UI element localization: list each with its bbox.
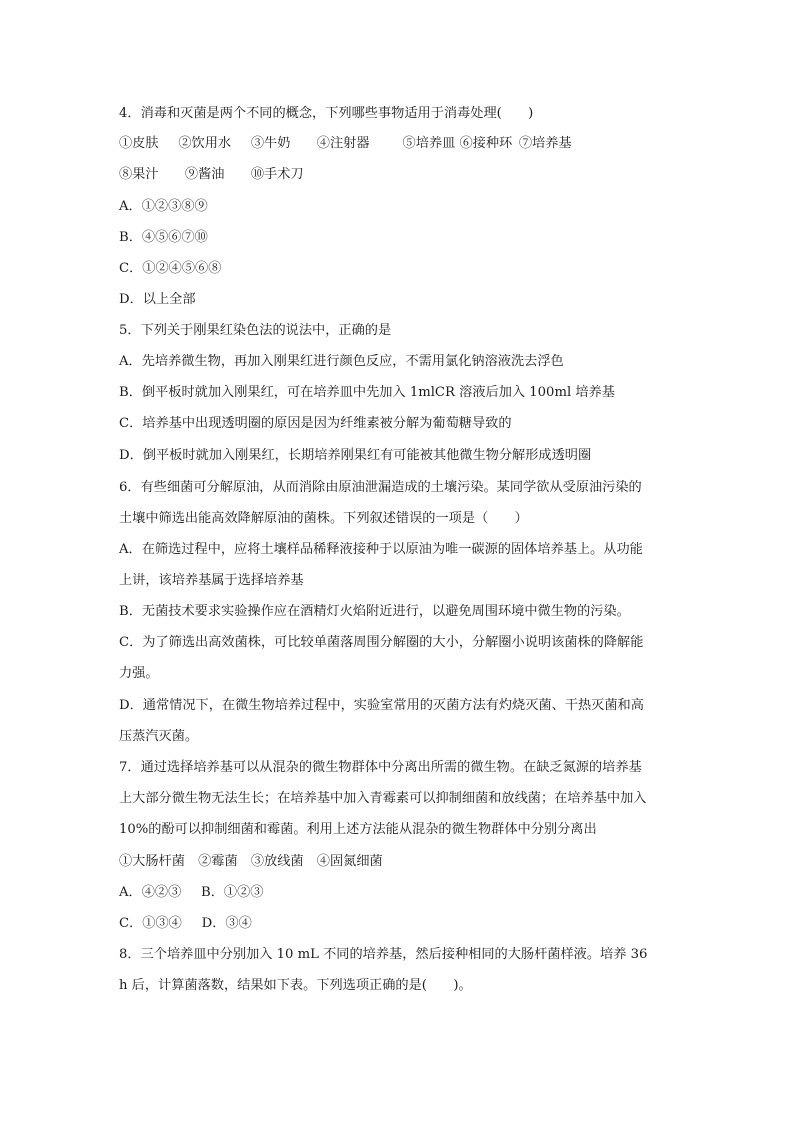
q4-option-a: A．①②③⑧⑨ <box>119 199 208 214</box>
q6-option-c-line1: C．为了筛选出高效菌株，可比较单菌落周围分解圈的大小，分解圈小说明该菌株的降解能 <box>119 635 644 650</box>
q4-items-line2: ⑧果汁 ⑨酱油 ⑩手术刀 <box>119 167 304 182</box>
q6-option-a-line1: A．在筛选过程中，应将土壤样品稀释液接种于以原油为唯一碳源的固体培养基上。从功能 <box>119 542 643 557</box>
q6-option-a-line2: 上讲，该培养基属于选择培养基 <box>119 573 304 588</box>
q7-items: ①大肠杆菌 ②霉菌 ③放线菌 ④固氮细菌 <box>119 854 383 869</box>
q4-stem: 4．消毒和灭菌是两个不同的概念，下列哪些事物适用于消毒处理( ) <box>119 106 534 121</box>
q7-options-line2: C．①③④ D．③④ <box>119 916 252 931</box>
q6-option-b: B．无菌技术要求实验操作应在酒精灯火焰附近进行，以避免周围环境中微生物的污染。 <box>119 604 630 619</box>
q4-option-c: C．①②④⑤⑥⑧ <box>119 261 222 276</box>
q6-stem-line2: 土壤中筛选出能高效降解原油的菌株。下列叙述错误的一项是（ ） <box>119 511 528 526</box>
q5-option-c: C．培养基中出现透明圈的原因是因为纤维素被分解为葡萄糖导致的 <box>119 416 512 431</box>
q6-stem-line1: 6．有些细菌可分解原油，从而消除由原油泄漏造成的土壤污染。某同学欲从受原油污染的 <box>119 480 642 495</box>
q7-stem-line3: 10%的酚可以抑制细菌和霉菌。利用上述方法能从混杂的微生物群体中分别分离出 <box>119 822 597 837</box>
q8-stem-line2: h 后，计算菌落数，结果如下表。下列选项正确的是( )。 <box>119 978 472 993</box>
q7-options-line1: A．④②③ B．①②③ <box>119 885 264 900</box>
q6-option-d-line1: D．通常情况下，在微生物培养过程中，实验室常用的灭菌方法有灼烧灭菌、干热灭菌和高 <box>119 698 644 713</box>
q4-option-d: D．以上全部 <box>119 292 196 307</box>
q7-stem-line2: 上大部分微生物无法生长；在培养基中加入青霉素可以抑制细菌和放线菌；在培养基中加入 <box>119 791 647 806</box>
q4-option-b: B．④⑤⑥⑦⑩ <box>119 230 208 245</box>
q5-option-a: A．先培养微生物，再加入刚果红进行颜色反应，不需用氯化钠溶液洗去浮色 <box>119 354 564 369</box>
q5-option-b: B．倒平板时就加入刚果红，可在培养皿中先加入 1mlCR 溶液后加入 100ml 培养基 <box>119 385 615 400</box>
q8-stem-line1: 8．三个培养皿中分别加入 10 mL 不同的培养基，然后接种相同的大肠杆菌样液。培养 36 <box>119 947 648 962</box>
q7-stem-line1: 7．通过选择培养基可以从混杂的微生物群体中分离出所需的微生物。在缺乏氮源的培养基 <box>119 760 642 775</box>
q5-option-d: D．倒平板时就加入刚果红，长期培养刚果红有可能被其他微生物分解形成透明圈 <box>119 448 592 463</box>
q5-stem: 5．下列关于刚果红染色法的说法中，正确的是 <box>119 323 392 338</box>
q6-option-d-line2: 压蒸汽灭菌。 <box>119 729 199 744</box>
q4-items-line1: ①皮肤 ②饮用水 ③牛奶 ④注射器 ⑤培养皿 ⑥接种环 ⑦培养基 <box>119 136 572 151</box>
q6-option-c-line2: 力强。 <box>119 666 159 681</box>
